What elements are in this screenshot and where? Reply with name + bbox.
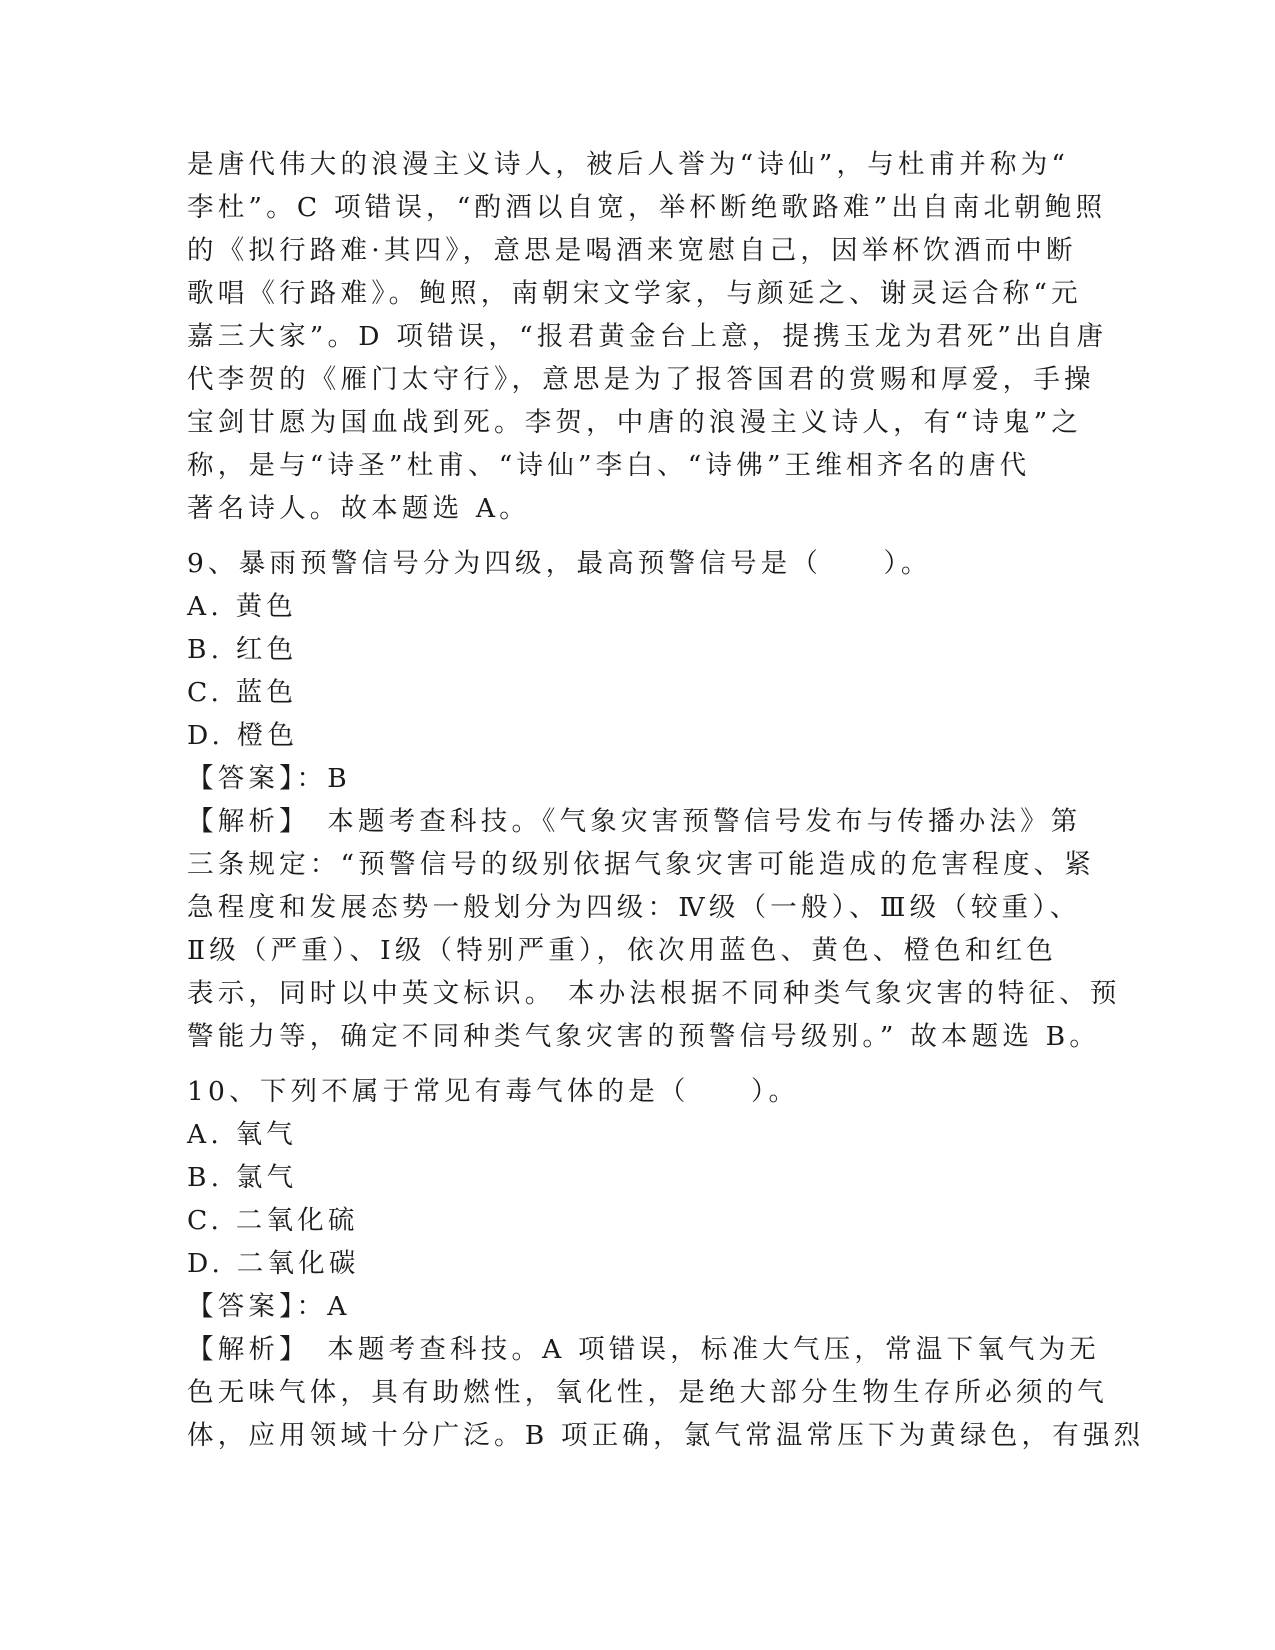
option-a: A. 黄色: [187, 591, 297, 622]
answer-line: 【答案】：A: [187, 1291, 351, 1322]
explanation-line: 嘉三大家”。D 项错误，“报君黄金台上意，提携玉龙为君死”出自唐: [187, 321, 1108, 352]
explanation-line: 著名诗人。故本题选 A。: [187, 493, 530, 524]
question-10: [187, 1070, 1145, 1457]
analysis-line: 体，应用领域十分广泛。B 项正确，氯气常温常压下为黄绿色，有强烈: [187, 1420, 1145, 1451]
analysis-line: 【解析】 本题考查科技。《气象灾害预警信号发布与传播办法》第: [187, 806, 1082, 837]
analysis-line: 表示，同时以中英文标识。 本办法根据不同种类气象灾害的特征、预: [187, 978, 1121, 1009]
analysis-line: 急程度和发展态势一般划分为四级：Ⅳ级（一般）、Ⅲ级（较重）、: [187, 892, 1081, 923]
question-title: 10、下列不属于常见有毒气体的是（ ）。: [187, 1076, 800, 1107]
option-b: B. 红色: [187, 634, 298, 665]
option-a: A. 氧气: [187, 1119, 297, 1150]
analysis-line: Ⅱ级（严重）、Ⅰ级（特别严重），依次用蓝色、黄色、橙色和红色: [187, 935, 1057, 966]
explanation-line: 代李贺的《雁门太守行》，意思是为了报答国君的赏赐和厚爱，手操: [187, 364, 1095, 395]
analysis-line: 三条规定：“预警信号的级别依据气象灾害可能造成的危害程度、紧: [187, 849, 1096, 880]
option-d: D. 二氧化碳: [187, 1248, 360, 1279]
explanation-line: 歌唱《行路难》。鲍照，南朝宋文学家，与颜延之、谢灵运合称“元: [187, 278, 1082, 309]
explanation-line: 的《拟行路难·其四》，意思是喝酒来宽慰自己，因举杯饮酒而中断: [187, 235, 1077, 266]
explanation-line: 李杜”。C 项错误，“酌酒以自宽，举杯断绝歌路难”出自南北朝鲍照: [187, 192, 1107, 223]
question-9: [187, 542, 1121, 1058]
option-c: C. 蓝色: [187, 677, 298, 708]
explanation-line: 宝剑甘愿为国血战到死。李贺，中唐的浪漫主义诗人，有“诗鬼”之: [187, 407, 1083, 438]
analysis-line: 色无味气体，具有助燃性，氧化性，是绝大部分生物生存所必须的气: [187, 1377, 1108, 1408]
option-b: B. 氯气: [187, 1162, 298, 1193]
explanation-line: 是唐代伟大的浪漫主义诗人，被后人誉为“诗仙”，与杜甫并称为“: [187, 149, 1070, 180]
page-content: [187, 143, 1145, 1457]
analysis-line: 【解析】 本题考查科技。A 项错误，标准大气压，常温下氧气为无: [187, 1334, 1101, 1365]
answer-line: 【答案】：B: [187, 763, 351, 794]
explanation-line: 称，是与“诗圣”杜甫、“诗仙”李白、“诗佛”王维相齐名的唐代: [187, 450, 1031, 481]
analysis-line: 警能力等，确定不同种类气象灾害的预警信号级别。” 故本题选 B。: [187, 1021, 1101, 1052]
option-d: D. 橙色: [187, 720, 299, 751]
option-c: C. 二氧化硫: [187, 1205, 359, 1236]
previous-explanation: [187, 143, 1108, 530]
question-title: 9、暴雨预警信号分为四级，最高预警信号是（ ）。: [187, 548, 932, 579]
